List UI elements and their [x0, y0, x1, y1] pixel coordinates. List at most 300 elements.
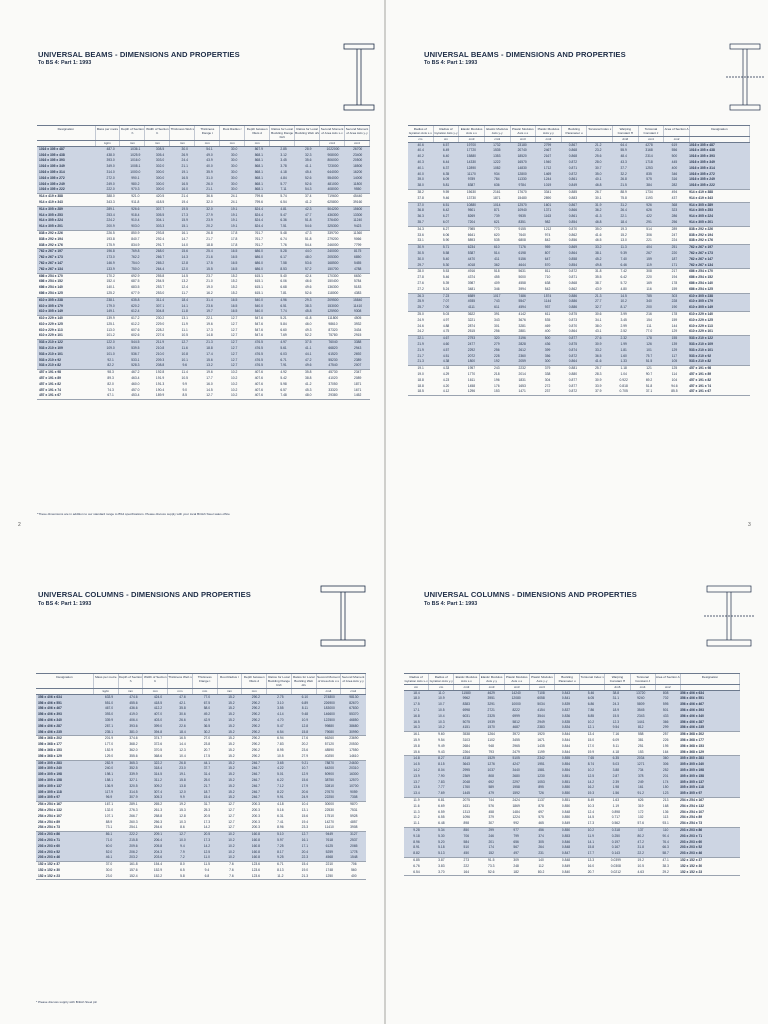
table-cell: 170300 — [327, 273, 339, 278]
table-cell: 196.8 — [106, 249, 115, 254]
table-cell: 38.8 — [305, 376, 312, 381]
table-cell: 2424 — [512, 798, 520, 803]
table-cell: 113 — [663, 815, 669, 820]
table-row — [37, 187, 370, 193]
table-cell: 22250 — [324, 795, 334, 800]
table-cell: 5.81 — [442, 183, 450, 188]
table-cell: 2048 — [462, 779, 470, 784]
unit-label — [690, 137, 750, 142]
table-cell: 15600 — [353, 206, 363, 211]
table-cell: 6.17 — [280, 255, 287, 260]
table-cell: 12.7 — [230, 340, 238, 345]
table-cell: 7308 — [350, 795, 358, 800]
table-cell: 13.7 — [413, 779, 420, 784]
table-cell: 868.1 — [254, 181, 263, 186]
table-cell: 153 — [638, 749, 644, 754]
table-cell: 1671 — [353, 387, 362, 392]
table-cell: 3291 — [487, 702, 495, 707]
table-cell: 379 — [544, 366, 551, 371]
table-cell: 189.9 — [155, 393, 165, 398]
table-cell: 7204 — [467, 220, 476, 225]
table-cell: 739 — [494, 214, 500, 219]
column-header: Depth of Section h — [120, 126, 145, 140]
table-cell: 10.2 — [230, 393, 238, 398]
table-cell: 17.1 — [413, 708, 420, 713]
table-cell: 248 — [513, 863, 519, 868]
table-cell: 52.6 — [305, 290, 312, 295]
table-cell: 5784 — [353, 279, 362, 284]
table-cell: 19.0 — [301, 867, 309, 872]
table-cell: 209.6 — [129, 843, 138, 848]
designation-cell: 305 x 305 x 240 — [38, 766, 62, 771]
table-cell: 5156 — [518, 256, 526, 261]
column-header: Designation — [37, 126, 96, 140]
designation-cell: 356 x 406 x 235 — [38, 729, 62, 734]
table-cell: 719600 — [327, 194, 339, 199]
table-cell: 38.1 — [595, 251, 602, 256]
section-group — [36, 761, 366, 803]
table-cell: 206.2 — [129, 849, 138, 854]
table-cell: 418.5 — [153, 700, 163, 705]
table-cell: 8.17 — [620, 305, 627, 310]
table-cell: 3440 — [512, 768, 520, 773]
section-group — [408, 294, 750, 312]
table-cell: 152.2 — [153, 873, 163, 878]
table-cell: 6.51 — [442, 202, 450, 207]
unit-label: cm2 — [656, 685, 681, 690]
designation-cell: 686 x 254 x 152 — [39, 279, 63, 284]
table-cell: 21.7 — [203, 783, 211, 788]
table-cell: 289 — [671, 226, 678, 231]
table-cell: 1313 — [462, 809, 470, 814]
table-cell: 299 — [488, 828, 494, 833]
table-cell: 7.00 — [442, 305, 450, 310]
table-cell: 0.870 — [568, 323, 578, 328]
table-cell: 11.0 — [438, 690, 445, 695]
table-cell: 139.9 — [106, 316, 115, 321]
table-cell: 2680 — [512, 773, 520, 778]
column-header: Ratios for Local Buckling Web d/s — [292, 674, 317, 688]
table-cell: 403.0 — [153, 717, 163, 722]
column-header: Depth between fillets d — [245, 126, 270, 140]
unit-label: cm2 — [664, 137, 690, 142]
column-header: Depth of Section h — [119, 674, 144, 688]
table-cell: 750.0 — [131, 266, 140, 271]
table-cell: 35.8 — [179, 706, 186, 711]
table-cell: 160.8 — [251, 843, 261, 848]
table-cell: 200 — [646, 305, 652, 310]
table-cell: 254.5 — [155, 279, 165, 284]
table-cell: 168500 — [327, 260, 339, 265]
table-cell: 1230 — [537, 773, 545, 778]
column-header: Second Moment of Area Axis x-x — [317, 674, 342, 688]
table-cell: 158.1 — [104, 777, 114, 782]
table-cell: 0.898 — [611, 809, 620, 814]
designation-cell: 152 x 152 x 37 — [680, 858, 703, 862]
table-cell: 1611 — [467, 377, 475, 382]
table-cell: 2292 — [467, 347, 476, 352]
table-cell: 15.2 — [230, 279, 238, 284]
designation-cell: 305 x 305 x 158 — [680, 773, 704, 778]
table-cell: 10940 — [517, 208, 527, 213]
table-cell: 314.0 — [106, 169, 115, 174]
table-cell: 31.4 — [203, 772, 211, 777]
table-cell: 30.0 — [417, 256, 424, 261]
table-cell: 190.4 — [155, 387, 165, 392]
table-cell: 37.0 — [105, 862, 113, 867]
table-cell: 539.5 — [131, 346, 140, 351]
table-cell: 6.31 — [277, 813, 284, 818]
table-cell: 7.90 — [438, 773, 445, 778]
table-cell: 308 — [646, 269, 652, 274]
table-cell: 7.42 — [620, 269, 627, 274]
table-row — [408, 359, 750, 365]
table-cell: 338 — [544, 371, 551, 376]
table-cell: 41.1 — [305, 164, 312, 169]
table-cell: 82.0 — [107, 381, 114, 386]
table-cell: 16.0 — [587, 863, 595, 868]
unit-label — [681, 685, 740, 690]
table-cell: 0.867 — [568, 202, 578, 207]
table-cell: 121 — [646, 366, 652, 371]
table-cell: 0.851 — [561, 773, 571, 778]
column-header: Elastic Modulus Axis x-x — [459, 126, 485, 136]
table-cell: 75.8 — [620, 195, 627, 200]
table-cell: 4788 — [353, 266, 362, 271]
designation-cell: 152 x 152 x 37 — [38, 862, 60, 867]
table-cell: 1222 — [493, 160, 501, 165]
table-cell: 575 — [538, 815, 544, 820]
table-cell: 35.5 — [595, 275, 602, 280]
column-header: Warping Constant H — [605, 674, 630, 684]
table-cell: 10.1 — [181, 357, 188, 362]
designation-cell: 762 x 267 x 173 — [39, 255, 63, 260]
table-cell: 12.0 — [181, 266, 188, 271]
table-cell: 22530 — [324, 807, 334, 812]
designation-cell: 203 x 203 x 60 — [38, 843, 60, 848]
table-cell: 44.1 — [203, 760, 211, 765]
table-cell: 4247 — [512, 762, 520, 767]
designation-cell: 457 x 191 x 98 — [39, 370, 61, 375]
table-cell: 980.2 — [131, 181, 140, 186]
designation-cell: 203 x 203 x 46 — [680, 851, 703, 856]
table-cell: 450 — [463, 851, 470, 856]
designation-cell: 1016 x 305 x 438 — [39, 152, 65, 157]
designation-cell: 914 x 305 x 289 — [39, 206, 63, 211]
table-cell: 5.61 — [280, 346, 287, 351]
table-cell: 198.1 — [104, 772, 114, 777]
table-cell: 5.24 — [442, 286, 450, 291]
table-cell: 1096 — [462, 815, 470, 820]
table-cell: 5631 — [518, 269, 526, 274]
table-cell: 27.9 — [301, 753, 309, 758]
table-cell: 2007 — [353, 363, 362, 368]
table-cell: 34.3 — [417, 226, 424, 231]
table-cell: 8269 — [467, 214, 476, 219]
table-cell: 264 — [538, 845, 544, 850]
table-cell: 309.2 — [153, 783, 163, 788]
table-cell: 4.18 — [612, 749, 620, 754]
table-cell: 1.33 — [620, 359, 627, 364]
table-cell: 193.8 — [106, 236, 115, 241]
table-cell: 220 — [671, 251, 678, 256]
table-cell: 19.1 — [179, 772, 186, 777]
table-cell: 0.866 — [568, 208, 578, 213]
designation-cell: 686 x 254 x 170 — [689, 269, 713, 274]
designation-cell: 914 x 305 x 253 — [689, 208, 713, 213]
table-cell: 824.4 — [254, 218, 263, 223]
table-cell: 155 — [671, 336, 678, 341]
table-cell: 343.3 — [106, 199, 115, 204]
table-cell: 9.39 — [620, 251, 627, 256]
column-header: Plastic Modulus Axis x-x — [511, 126, 537, 136]
table-cell: 2828 — [518, 341, 526, 346]
table-cell: 0.885 — [568, 190, 578, 195]
table-cell: 152.4 — [106, 279, 115, 284]
column-header: Thickness Web s — [170, 126, 195, 140]
table-cell: 19.0 — [417, 371, 424, 376]
table-cell: 210.0 — [155, 351, 165, 356]
table-cell: 1144 — [544, 299, 552, 304]
table-cell: 30.0 — [181, 146, 188, 151]
section-group — [36, 736, 366, 760]
table-cell: 4.51 — [442, 353, 450, 358]
column-header: Root Radius r — [218, 674, 243, 688]
table-cell: 6.42 — [442, 208, 450, 213]
table-cell: 4594 — [518, 305, 526, 310]
table-cell: 35.0 — [595, 226, 602, 231]
column-header: Second Moment of Area Axis x-x — [320, 126, 345, 140]
table-cell: 25.4 — [206, 249, 213, 254]
unit-label: cm3 — [480, 685, 505, 690]
table-cell: 290.2 — [251, 717, 261, 722]
table-cell: 16.5 — [413, 719, 420, 724]
table-cell: 6.35 — [442, 171, 450, 176]
table-cell: 0.858 — [568, 256, 578, 261]
table-cell: 455 — [494, 275, 500, 280]
table-cell: 102 — [638, 815, 644, 820]
table-cell: 1022000 — [326, 146, 340, 151]
table-cell: 267 — [646, 251, 652, 256]
designation-cell: 762 x 267 x 134 — [39, 266, 63, 271]
table-cell: 195 — [662, 743, 669, 748]
table-cell: 871 — [494, 208, 500, 213]
table-cell: 3127 — [350, 832, 358, 837]
table-cell: 10.3 — [587, 803, 595, 808]
table-cell: 125.1 — [106, 321, 115, 326]
table-cell: 33.2 — [595, 347, 602, 352]
table-cell: 840.7 — [131, 236, 140, 241]
table-cell: 226 — [662, 738, 669, 743]
table-cell: 272 — [544, 383, 551, 388]
table-cell: 15.2 — [228, 717, 235, 722]
table-cell: 1471 — [518, 389, 526, 394]
table-cell: 67.5 — [203, 700, 211, 705]
table-cell: 644000 — [327, 169, 339, 174]
table-cell: 2881 — [518, 329, 526, 334]
table-cell: 200.3 — [251, 813, 261, 818]
table-cell: 10.7 — [438, 702, 445, 707]
table-cell: 974 — [544, 232, 551, 237]
table-cell: 11.1 — [413, 821, 420, 826]
table-row — [408, 220, 750, 226]
table-cell: 254.6 — [153, 825, 163, 830]
designation-cell: 610 x 305 x 179 — [39, 303, 63, 308]
table-cell: 178 — [671, 312, 678, 316]
table-cell: 246.7 — [251, 766, 261, 771]
table-cell: 45.4 — [305, 169, 312, 174]
unit-label: cm3 — [530, 685, 555, 690]
table-cell: 10.2 — [228, 849, 235, 854]
table-cell: 101.0 — [106, 351, 115, 356]
table-cell: 3622 — [467, 312, 476, 316]
table-cell: 19.1 — [417, 366, 424, 371]
section-group — [408, 366, 750, 396]
table-row — [408, 238, 750, 244]
table-cell: 9059 — [350, 789, 358, 794]
table-cell: 136.9 — [104, 783, 114, 788]
table-row — [408, 305, 750, 311]
unit-label: mm — [143, 689, 168, 694]
table-cell: 5.58 — [442, 251, 450, 256]
table-cell: 4.33 — [442, 366, 450, 371]
table-cell: 0.874 — [568, 347, 578, 352]
table-cell: 0.880 — [568, 371, 578, 376]
table-cell: 4.67 — [442, 336, 450, 341]
table-cell: 895 — [538, 785, 544, 790]
table-cell: 0.0212 — [610, 869, 621, 874]
table-cell: 4.22 — [277, 766, 284, 771]
table-cell: 6.81 — [438, 798, 445, 803]
designation-cell: 356 x 406 x 467 — [38, 706, 62, 711]
table-cell: 9.59 — [442, 190, 450, 195]
table-cell: 20.7 — [587, 869, 595, 874]
table-cell: 10.5 — [637, 863, 644, 868]
table-cell: 8351 — [518, 220, 526, 225]
table-cell: 238.1 — [106, 297, 115, 302]
table-cell: 10.0 — [179, 837, 186, 842]
table-cell: 1.63 — [612, 798, 620, 803]
table-cell: 10700 — [349, 783, 359, 788]
table-cell: 15.4 — [203, 795, 211, 800]
table-cell: 5387 — [467, 251, 476, 256]
table-cell: 21.1 — [206, 187, 213, 192]
unit-label — [295, 141, 320, 146]
table-cell: 31.1 — [612, 696, 620, 701]
table-cell: 762.2 — [131, 255, 140, 260]
table-cell: 80.2 — [637, 833, 644, 838]
table-cell: 3168 — [645, 148, 653, 153]
table-cell: 327.1 — [129, 777, 138, 782]
table-cell: 14830 — [517, 165, 527, 170]
table-cell: 25.6 — [595, 154, 602, 159]
table-cell: 9.48 — [301, 712, 309, 717]
table-cell: 5.21 — [280, 316, 287, 321]
table-cell: 868.1 — [254, 175, 263, 180]
table-cell: 5034 — [537, 702, 545, 707]
table-cell: 0.856 — [568, 238, 578, 243]
table-cell: 374 — [538, 833, 544, 838]
table-cell: 409 — [494, 281, 500, 286]
table-cell: 2612 — [518, 347, 526, 352]
table-cell: 24.9 — [301, 795, 309, 800]
table-cell: 178 — [646, 336, 652, 341]
table-cell: 9870 — [350, 802, 358, 807]
column-header: Mass per metre — [94, 674, 119, 688]
table-cell: 8.22 — [277, 789, 284, 794]
table-cell: 18.4 — [413, 690, 420, 695]
table-cell: 497 — [513, 851, 519, 856]
table-cell: 6.85 — [413, 858, 420, 862]
table-cell: 32.0 — [206, 206, 213, 211]
table-cell: 1264 — [487, 732, 495, 737]
table-cell: 282 — [671, 183, 678, 188]
table-cell: 17.0 — [587, 743, 595, 748]
table-cell: 36.3 — [417, 214, 424, 219]
table-cell: 10.4 — [179, 753, 186, 758]
unit-label: mm — [218, 689, 243, 694]
column-header: Area of Section A — [656, 674, 681, 684]
table-cell: 2479 — [512, 749, 520, 754]
table-cell: 222.2 — [129, 832, 138, 837]
table-cell: 307.1 — [155, 303, 165, 308]
table-cell: 7.12 — [277, 783, 284, 788]
table-cell: 187 — [671, 256, 678, 261]
table-cell: 31.0 — [206, 175, 213, 180]
table-cell: 266.7 — [155, 255, 165, 260]
table-cell: 35.8 — [305, 370, 312, 375]
page-subtitle: To BS 4: Part 1: 1993 — [424, 60, 478, 66]
table-cell: 47540 — [328, 363, 338, 368]
table-cell: 31.7 — [203, 802, 211, 807]
table-cell: 7.25 — [277, 843, 284, 848]
table-cell: 12.7 — [230, 316, 238, 321]
table-cell: 18500 — [353, 164, 363, 169]
table-cell: 5.47 — [280, 212, 287, 217]
table-cell: 376400 — [327, 218, 339, 223]
table-cell: 289.1 — [129, 802, 138, 807]
table-cell: 204.3 — [153, 849, 163, 854]
table-cell: 243 — [494, 366, 500, 371]
table-cell: 1469 — [543, 171, 552, 176]
section-group — [37, 370, 370, 400]
table-cell: 921.0 — [131, 194, 140, 199]
table-header — [404, 673, 740, 685]
designation-cell: 356 x 406 x 235 — [680, 725, 704, 730]
table-cell: 11360 — [353, 230, 363, 235]
table-cell: 12.3 — [612, 719, 620, 724]
table-cell: 1199 — [537, 749, 545, 754]
table-cell: 4.97 — [442, 317, 450, 322]
table-cell: 2369 — [462, 773, 470, 778]
table-cell: 584 — [463, 839, 470, 844]
table-cell: 25.0 — [203, 777, 211, 782]
table-cell: 400 — [351, 873, 357, 878]
table-cell: 0.835 — [561, 719, 571, 724]
table-cell: 2343 — [637, 713, 645, 718]
table-cell: 79080 — [324, 729, 334, 734]
table-cell: 710 — [544, 275, 551, 280]
column-header: Thickness Flange t — [193, 674, 218, 688]
table-cell: 16.1 — [413, 732, 420, 737]
designation-cell: 356 x 406 x 393 — [680, 708, 704, 713]
designation-cell: 356 x 406 x 634 — [680, 690, 704, 695]
table-cell: 6.10 — [301, 694, 309, 699]
table-cell: 0.848 — [561, 845, 571, 850]
table-cell: 3.83 — [438, 863, 445, 868]
table-cell: 456 — [538, 828, 544, 833]
designation-cell: 203 x 203 x 86 — [680, 828, 703, 833]
